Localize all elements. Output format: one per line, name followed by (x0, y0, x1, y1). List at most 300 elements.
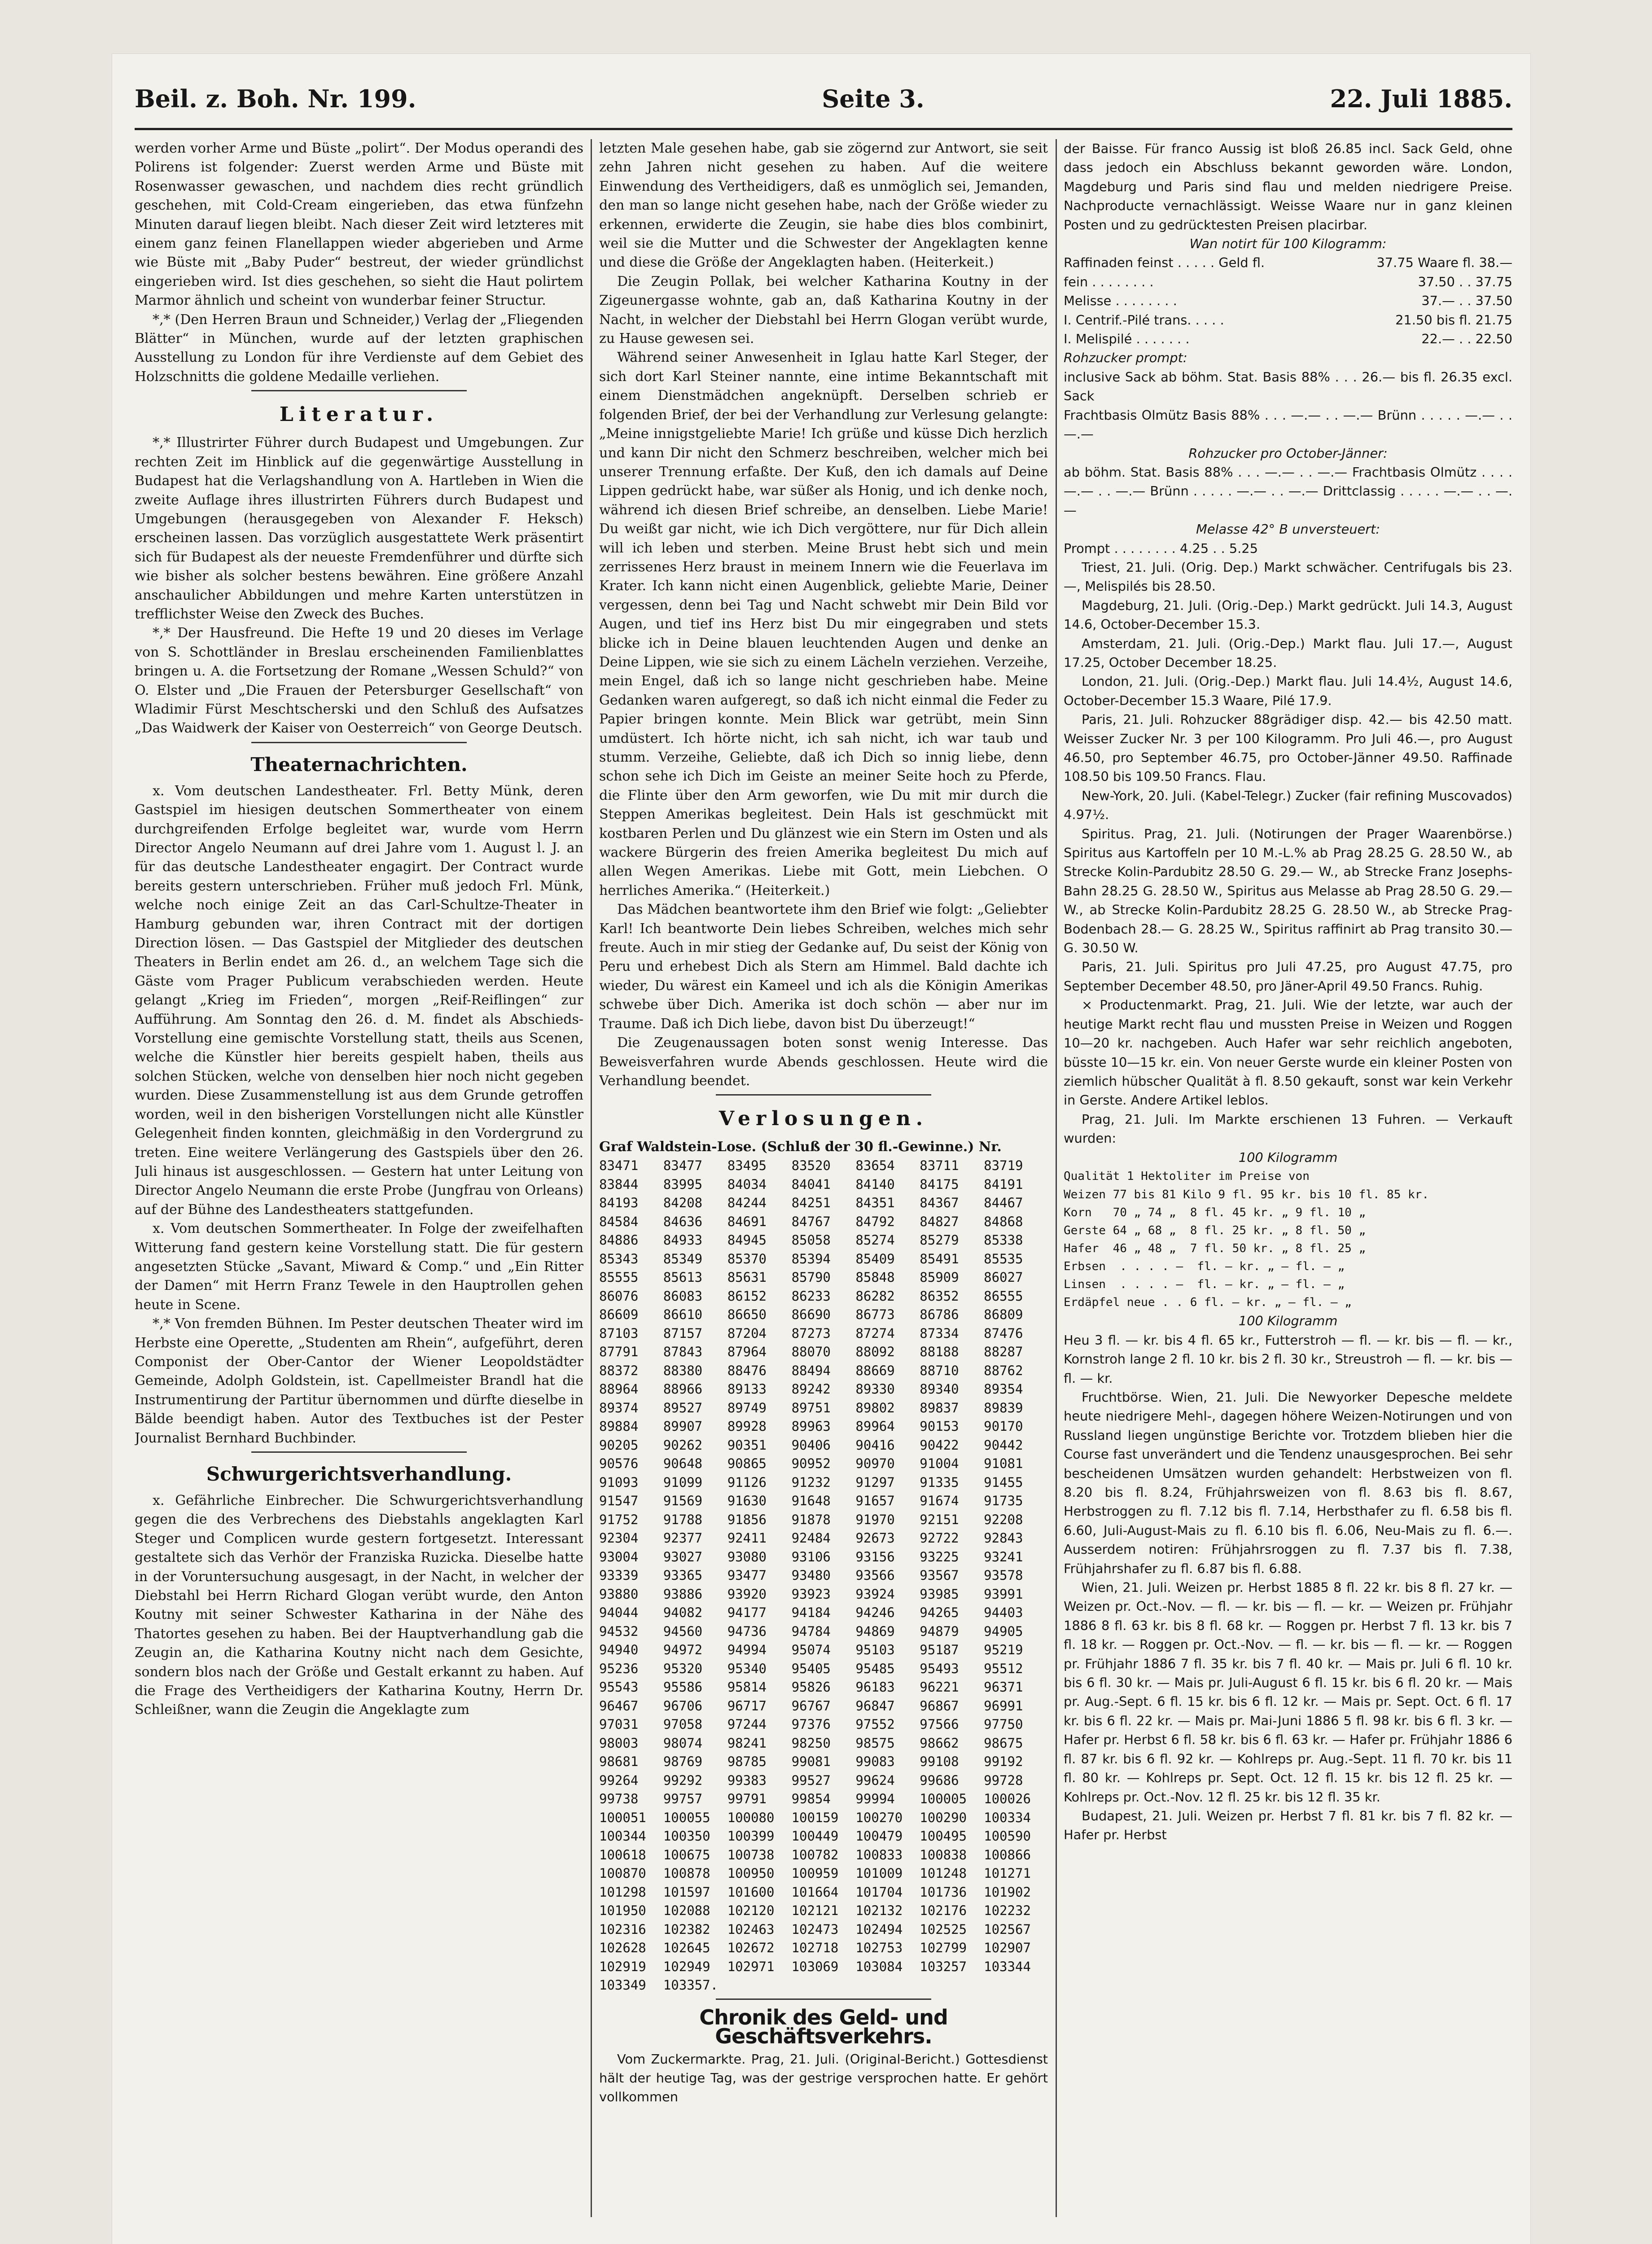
lottery-number: 91630 (727, 1493, 767, 1509)
market-paragraph: der Baisse. Für franco Aussig ist bloß 26.85 incl. Sack Geld, ohne dass jedoch ein Abschluss bekannt geworden wäre. London, Magdeburg und Paris sind flau und melden niedrigere Preise. Nachproducte vernachlässigt. Weisse Waare nur in ganz kleinen Posten und zu gedrücktesten Preisen placirbar. (1064, 141, 1512, 232)
lottery-number: 95814 (727, 1679, 767, 1695)
market-paragraph: Budapest, 21. Juli. Weizen pr. Herbst 7 fl. 81 kr. bis 7 fl. 82 kr. — Hafer pr. Herbst (1064, 1808, 1512, 1843)
lottery-number: 98785 (727, 1754, 767, 1770)
section-title-lottery: Verlosungen. (719, 1107, 929, 1131)
lottery-header: Graf Waldstein-Lose. (Schluß der 30 fl.-Gewinne.) Nr. (599, 1139, 1002, 1155)
lottery-number: 94184 (791, 1605, 831, 1621)
newspaper-page (112, 54, 1530, 2244)
lottery-number: 103357. (663, 1977, 719, 1993)
lottery-number: 100344 (599, 1828, 646, 1844)
lottery-number: 89963 (791, 1419, 831, 1434)
column-3 (1064, 139, 1512, 2226)
lottery-number: 100618 (599, 1847, 646, 1863)
lottery-number: 84208 (663, 1195, 703, 1211)
lottery-number: 102088 (663, 1903, 710, 1919)
lottery-number: 90648 (663, 1456, 703, 1472)
lottery-number: 87791 (599, 1344, 639, 1360)
lottery-number: 91126 (727, 1474, 767, 1490)
lottery-number: 102463 (727, 1921, 775, 1937)
grain-row: Gerste 64 „ 68 „ 8 fl. 25 kr. „ 8 fl. 50 „ (1064, 1224, 1366, 1238)
lottery-number: 98769 (663, 1754, 703, 1770)
lottery-number: 99108 (920, 1754, 959, 1770)
lottery-number: 92843 (984, 1530, 1023, 1546)
lottery-number: 93477 (727, 1568, 767, 1583)
price-value: 37.75 Waare fl. 38.— (1376, 255, 1512, 271)
lottery-number: 93886 (663, 1586, 703, 1602)
lottery-number: 90970 (855, 1456, 895, 1472)
lottery-number: 89527 (663, 1400, 703, 1416)
lottery-number: 83654 (855, 1158, 895, 1174)
lottery-number: 100675 (663, 1847, 710, 1863)
lottery-number: 95493 (920, 1661, 959, 1676)
lottery-number: 87274 (855, 1325, 895, 1341)
lottery-number: 103344 (984, 1959, 1031, 1974)
lottery-number: 85909 (920, 1270, 959, 1285)
lottery-number: 99624 (855, 1772, 895, 1788)
market-paragraph: inclusive Sack ab böhm. Stat. Basis 88% . . . 26.— bis fl. 26.35 excl. Sack (1064, 369, 1512, 404)
page-number: Seite 3. (822, 84, 925, 113)
lottery-number: 94994 (727, 1642, 767, 1658)
market-paragraph: × Productenmarkt. Prag, 21. Juli. Wie der letzte, war auch der heutige Markt recht flau und mussten Preise in Weizen und Roggen 10—20 kr. nachgeben. Auch Hafer war sehr reichlich angeboten, büsste 10—15 kr. ein. Von neuer Gerste wurde ein kleiner Posten von ziemlich hübscher Qualität à fl. 8.50 gekauft, sonst war kein Verkehr in Gerste. Andere Artikel leblos. (1064, 997, 1512, 1108)
lottery-number: 85394 (791, 1251, 831, 1267)
lottery-number: 90442 (984, 1437, 1023, 1453)
lottery-number: 90170 (984, 1419, 1023, 1434)
lottery-number: 85491 (920, 1251, 959, 1267)
lottery-number: 100738 (727, 1847, 775, 1863)
lottery-number: 95485 (855, 1661, 895, 1676)
article-paragraph: x. Vom deutschen Landestheater. Frl. Betty Münk, deren Gastspiel im hiesigen deutschen Sommertheater von einem durchgreifenden Erfolge begleitet war, wurde vom Herrn Director Angelo Neumann auf drei Jahre vom 1. August l. J. an für das deutsche Landestheater engagirt. Der Contract wurde bereits gestern unterschrieben. Früher muß jedoch Frl. Münk, welche noch einige Zeit an das Carl-Schultze-Theater in Hamburg gebunden war, ihren Contract mit der dortigen Direction lösen. — Das Gastspiel der Mitglieder des deutschen Theaters in Berlin endet am 26. d., an welchem Tage sich die Gäste vom Prager Publicum verabschieden werden. Heute gelangt „Krieg im Frieden“, morgen „Reif-Reiflingen“ zur Aufführung. Am Sonntag den 26. d. M. findet als Abschieds-Vorstellung eine gemischte Vorstellung statt, theils aus Scenen, welche die Künstler hier bereits gespielt haben, theils aus solchen Stücken, welche von denselben hier noch nicht gegeben wurden. Diese Zusammenstellung ist aus dem Grunde getroffen worden, weil in den bisherigen Vorstellungen nicht alle Künstler Gelegenheit finden konnten, gleichmäßig in den Vordergrund zu treten. Eine weitere Verlängerung des Gastspiels über den 26. Juli hinaus ist ausgeschlossen. — Gestern hat unter Leitung von Director Angelo Neumann die erste Probe (Jungfrau von Orleans) auf der Bühne des Landestheaters stattgefunden. (135, 783, 583, 1218)
lottery-number: 86233 (791, 1288, 831, 1304)
lottery-number: 93027 (663, 1549, 703, 1565)
lottery-number: 87103 (599, 1325, 639, 1341)
lottery-number: 92304 (599, 1530, 639, 1546)
lottery-number: 99854 (791, 1791, 831, 1807)
market-paragraph: Fruchtbörse. Wien, 21. Juli. Die Newyorker Depesche meldete heute niedrigere Mehl-, dagegen höhere Weizen-Notirungen und von Russland liegen ungünstige Berichte vor. Trotzdem blieben hier die Course fast unverändert und die Tendenz unausgesprochen. Bei sehr bescheidenen Umsätzen wurden gehandelt: Herbstweizen von fl. 8.20 bis fl. 8.24, Frühjahrsweizen von fl. 8.63 bis fl. 8.67, Herbstroggen zu fl. 7.12 bis fl. 7.14, Herbsthafer zu fl. 6.58 bis fl. 6.60, Juli-August-Mais zu fl. 6.10 bis fl. 6.06, Neu-Mais zu fl. 6.—. Ausserdem notiren: Frühjahrsroggen zu fl. 7.37 bis fl. 7.38, Frühjahrshafer zu fl. 6.87 bis fl. 6.88. (1064, 1389, 1512, 1576)
market-subheading: 100 Kilogramm (1238, 1149, 1338, 1165)
lottery-number: 96717 (727, 1698, 767, 1714)
lottery-number: 99264 (599, 1772, 639, 1788)
lottery-number: 89133 (727, 1381, 767, 1397)
lottery-number: 86809 (984, 1307, 1023, 1323)
lottery-number: 100878 (663, 1866, 710, 1881)
lottery-number: 85790 (791, 1270, 831, 1285)
lottery-number: 86609 (599, 1307, 639, 1323)
lottery-number: 84886 (599, 1232, 639, 1248)
lottery-number: 83477 (663, 1158, 703, 1174)
lottery-number: 102176 (920, 1903, 967, 1919)
lottery-number: 95826 (791, 1679, 831, 1695)
lottery-number: 88372 (599, 1363, 639, 1378)
lottery-number: 99686 (920, 1772, 959, 1788)
market-subheading: Wan notirt für 100 Kilogramm: (1189, 236, 1387, 252)
lottery-number: 85343 (599, 1251, 639, 1267)
lottery-number: 84191 (984, 1176, 1023, 1192)
article-paragraph: x. Gefährliche Einbrecher. Die Schwurgerichtsverhandlung gegen die des Verbrechens des Diebstahls angeklagten Karl Steger und Complicen wurde gestern fortgesetzt. Interessant gestaltete sich das Verhör der Franziska Ruzicka. Dieselbe hatte in der Voruntersuchung ausgesagt, in der Nacht, in welcher der Diebstahl bei Herrn Richard Glogan verübt wurde, den Anton Koutny mit seiner Schwester Katharina in der Nähe des Thatortes gesehen zu haben. Bei der Hauptverhandlung gab die Zeugin an, die Katharina Koutny nicht nach dem Gesichte, sondern blos nach der Größe und Gestalt erkannt zu haben. Auf die Frage des Vertheidigers der Katharina Koutny, Herrn Dr. Schleißner, wann die Zeugin die Angeklagte zum (135, 1493, 583, 1718)
article-paragraph: *,* Der Hausfreund. Die Hefte 19 und 20 dieses im Verlage von S. Schottländer in Breslau erscheinenden Familienblattes bringen u. A. die Fortsetzung der Romane „Wessen Schuld?“ von O. Elster und „Die Frauen der Petersburger Gesellschaft“ von Wladimir Fürst Meschtscherski und den Schluß des Aufsatzes „Das Waidwerk der Kaiser von Oesterreich“ von George Deutsch. (135, 625, 583, 736)
lottery-number: 102121 (791, 1903, 839, 1919)
lottery-number: 83844 (599, 1176, 639, 1192)
lottery-number: 89839 (984, 1400, 1023, 1416)
lottery-number: 97376 (791, 1717, 831, 1732)
lottery-number: 84244 (727, 1195, 767, 1211)
lottery-number: 102473 (791, 1921, 839, 1937)
lottery-number: 93225 (920, 1549, 959, 1565)
price-value: 37.50 . . 37.75 (1418, 274, 1512, 289)
lottery-number: 91735 (984, 1493, 1023, 1509)
lottery-number: 96371 (984, 1679, 1023, 1695)
article-paragraph: letzten Male gesehen habe, gab sie zögernd zur Antwort, sie seit zehn Jahren nicht gesehen zu haben. Auf die weitere Einwendung des Vertheidigers, daß es unmöglich sei, Jemanden, den man so lange nicht gesehen habe, nach der Größe wieder zu erkennen, erwiderte die Zeugin, sie habe dies blos combinirt, weil sie die Mutter und die Schwester der Angeklagten kenne und diese die Größe der Angeklagten haben. (Heiterkeit.) (599, 140, 1048, 271)
lottery-number: 95103 (855, 1642, 895, 1658)
lottery-number: 98074 (663, 1735, 703, 1751)
lottery-number: 100026 (984, 1791, 1031, 1807)
column-2 (599, 139, 1048, 2226)
lottery-number: 90865 (727, 1456, 767, 1472)
lottery-number: 86555 (984, 1288, 1023, 1304)
lottery-number: 84041 (791, 1176, 831, 1192)
lottery-number: 85535 (984, 1251, 1023, 1267)
lottery-number: 88669 (855, 1363, 895, 1378)
lottery-number: 99081 (791, 1754, 831, 1770)
lottery-number: 101597 (663, 1884, 710, 1900)
grain-row: Linsen . . . . — fl. — kr. „ — fl. — „ (1064, 1278, 1345, 1292)
grain-table-header: Qualität 1 Hektoliter im Preise von (1064, 1169, 1310, 1183)
lottery-number: 84767 (791, 1214, 831, 1229)
lottery-number: 101950 (599, 1903, 646, 1919)
lottery-number: 94940 (599, 1642, 639, 1658)
section-rule (251, 390, 467, 391)
lottery-number: 89928 (727, 1419, 767, 1434)
lottery-number: 89242 (791, 1381, 831, 1397)
lottery-number: 92673 (855, 1530, 895, 1546)
lottery-number: 83471 (599, 1158, 639, 1174)
lottery-number: 102567 (984, 1921, 1031, 1937)
lottery-number: 102971 (727, 1959, 775, 1974)
lottery-number: 100479 (855, 1828, 903, 1844)
lottery-number: 95236 (599, 1661, 639, 1676)
lottery-number: 84827 (920, 1214, 959, 1229)
lottery-number: 91752 (599, 1512, 639, 1527)
lottery-number: 102645 (663, 1940, 710, 1956)
price-label: I. Centrif.-Pilé trans. . . . . (1064, 312, 1224, 328)
lottery-number: 100866 (984, 1847, 1031, 1863)
lottery-number: 83711 (920, 1158, 959, 1174)
lottery-number: 97552 (855, 1717, 895, 1732)
lottery-number: 102949 (663, 1959, 710, 1974)
lottery-number: 85370 (727, 1251, 767, 1267)
issue-label: Beil. z. Boh. Nr. 199. (135, 84, 416, 113)
market-paragraph: Wien, 21. Juli. Weizen pr. Herbst 1885 8 fl. 22 kr. bis 8 fl. 27 kr. — Weizen pr. Oct.-Nov. — fl. — kr. bis — fl. — kr. — Weizen pr. Frühjahr 1886 8 fl. 63 kr. bis 8 fl. 68 kr. — Roggen pr. Herbst 7 fl. 13 kr. bis 7 fl. 18 kr. — Roggen pr. Oct.-Nov. — fl. — kr. bis — fl. — kr. — Roggen pr. Frühjahr 1886 7 fl. 35 kr. bis 7 fl. 40 kr. — Mais pr. Juli 6 fl. 10 kr. bis 6 fl. 30 kr. — Mais pr. Juli-August 6 fl. 15 kr. bis 6 fl. 20 kr. — Mais pr. Aug.-Sept. 6 fl. 15 kr. bis 6 fl. 12 kr. — Mais pr. Sept. Oct. 6 fl. 17 kr. bis 6 fl. 22 kr. — Mais pr. Mai-Juni 1886 5 fl. 98 kr. bis 6 fl. 3 kr. — Hafer pr. Herbst 6 fl. 58 kr. bis 6 fl. 63 kr. — Hafer pr. Frühjahr 1886 6 fl. 87 kr. bis 6 fl. 92 kr. — Kohlreps pr. Aug.-Sept. 11 fl. 70 kr. bis 11 fl. 80 kr. — Kohlreps pr. Sept. Oct. 12 fl. 15 kr. bis 12 fl. 25 kr. — Kohlreps pr. Oct.-Nov. 12 fl. 25 kr. bis 12 fl. 35 kr. (1064, 1580, 1512, 1805)
lottery-number: 83495 (727, 1158, 767, 1174)
lottery-number: 84636 (663, 1214, 703, 1229)
lottery-number: 84945 (727, 1232, 767, 1248)
lottery-number: 84140 (855, 1176, 895, 1192)
lottery-number: 101248 (920, 1866, 967, 1881)
lottery-number: 87334 (920, 1325, 959, 1341)
lottery-number: 101298 (599, 1884, 646, 1900)
lottery-number: 102672 (727, 1940, 775, 1956)
lottery-number: 90416 (855, 1437, 895, 1453)
lottery-number: 84792 (855, 1214, 895, 1229)
market-paragraph: Magdeburg, 21. Juli. (Orig.-Dep.) Markt gedrückt. Juli 14.3, August 14.6, October-December 15.3. (1064, 597, 1512, 632)
lottery-number: 88966 (663, 1381, 703, 1397)
lottery-number: 101664 (791, 1884, 839, 1900)
lottery-number: 94736 (727, 1623, 767, 1639)
lottery-number: 93480 (791, 1568, 831, 1583)
lottery-number: 88380 (663, 1363, 703, 1378)
lottery-number: 90351 (727, 1437, 767, 1453)
lottery-number: 93920 (727, 1586, 767, 1602)
lottery-number: 89964 (855, 1419, 895, 1434)
article-paragraph: *,* Illustrirter Führer durch Budapest und Umgebungen. Zur rechten Zeit im Hinblick auf die gegenwärtige Ausstellung in Budapest hat die Verlagshandlung von A. Hartleben in Wien die zweite Auflage ihres illustrirten Führers durch Budapest und Umgebungen (herausgegeben von Alexander F. Heksch) erscheinen lassen. Das vorzüglich ausgestattete Werk präsentirt sich für Budapest als der neueste Fremdenführer und dürfte sich wie bisher als solcher bestens bewähren. Eine größere Anzahl anschaulicher Abbildungen und mehre Karten unterstützen in trefflichster Weise den Zweck des Buches. (135, 435, 583, 622)
lottery-number: 88494 (791, 1363, 831, 1378)
lottery-number: 88188 (920, 1344, 959, 1360)
price-label: I. Melispilé . . . . . . . (1064, 331, 1190, 347)
article-paragraph: *,* Von fremden Bühnen. Im Pester deutschen Theater wird im Herbste eine Operette, „Studenten am Rhein“, aufgeführt, deren Componist der Ober-Cantor der Wiener Leopoldstädter Gemeinde, Adolph Goldstein, ist. Capellmeister Brandl hat die Instrumentirung der Partitur übernommen und dürfte dieselbe in Bälde beendigt haben. Autor des Textbuches ist der Pester Journalist Bernhard Buchbinder. (135, 1316, 583, 1446)
lottery-number: 93339 (599, 1568, 639, 1583)
lottery-number: 91547 (599, 1493, 639, 1509)
lottery-number: 93923 (791, 1586, 831, 1602)
lottery-number: 98250 (791, 1735, 831, 1751)
lottery-number: 100833 (855, 1847, 903, 1863)
lottery-number: 99192 (984, 1754, 1023, 1770)
lottery-number: 93924 (855, 1586, 895, 1602)
market-subheading: Melasse 42° B unversteuert: (1196, 522, 1380, 537)
grain-row: Korn 70 „ 74 „ 8 fl. 45 kr. „ 9 fl. 10 „ (1064, 1206, 1366, 1220)
lottery-number: 97244 (727, 1717, 767, 1732)
lottery-number: 101271 (984, 1866, 1031, 1881)
header-rule (135, 128, 1512, 130)
lottery-number: 100005 (920, 1791, 967, 1807)
lottery-number: 95512 (984, 1661, 1023, 1676)
market-paragraph: Prag, 21. Juli. Im Markte erschienen 13 Fuhren. — Verkauft wurden: (1064, 1111, 1512, 1146)
lottery-number: 89340 (920, 1381, 959, 1397)
lottery-number: 93080 (727, 1549, 767, 1565)
column-divider-2 (1056, 139, 1057, 2217)
lottery-number: 103257 (920, 1959, 967, 1974)
lottery-number: 90153 (920, 1419, 959, 1434)
price-value: 21.50 bis fl. 21.75 (1395, 312, 1512, 328)
lottery-number: 90576 (599, 1456, 639, 1472)
lottery-number-grid (599, 1157, 1048, 1995)
article-paragraph: *,* (Den Herren Braun und Schneider,) Verlag der „Fliegenden Blätter“ in München, wurde auf der letzten graphischen Ausstellung zu London für ihre Verdienste auf dem Gebiet des Holzschnitts die goldene Medaille verliehen. (135, 311, 583, 385)
lottery-number: 91297 (855, 1474, 895, 1490)
market-paragraph: Paris, 21. Juli. Spiritus pro Juli 47.25, pro August 47.75, pro September December 48.50, pro Jäner-April 49.50 Francs. Ruhig. (1064, 959, 1512, 994)
article-paragraph: Die Zeugin Pollak, bei welcher Katharina Koutny in der Zigeunergasse wohnte, gab an, daß Katharina Koutny in der Nacht, in welcher der Diebstahl bei Herrn Glogan verübt wurde, zu Hause gewesen sei. (599, 273, 1048, 347)
price-label: Raffinaden feinst . . . . . Geld fl. (1064, 255, 1265, 271)
lottery-number: 86610 (663, 1307, 703, 1323)
lottery-number: 84193 (599, 1195, 639, 1211)
lottery-number: 96706 (663, 1698, 703, 1714)
lottery-number: 94082 (663, 1605, 703, 1621)
lottery-number: 93106 (791, 1549, 831, 1565)
lottery-number: 85338 (984, 1232, 1023, 1248)
lottery-number: 98681 (599, 1754, 639, 1770)
grain-row: Erbsen . . . . — fl. — kr. „ — fl. — „ (1064, 1260, 1345, 1274)
lottery-number: 102382 (663, 1921, 710, 1937)
section-title-theater: Theaternachrichten. (250, 753, 468, 776)
lottery-number: 103349 (599, 1977, 646, 1993)
lottery-number: 94246 (855, 1605, 895, 1621)
market-paragraph: Heu 3 fl. — kr. bis 4 fl. 65 kr., Futterstroh — fl. — kr. bis — fl. — kr., Kornstroh lange 2 fl. 10 kr. bis 2 fl. 30 kr., Streustroh — fl. — kr. bis — fl. — kr. (1064, 1332, 1512, 1386)
lottery-number: 100055 (663, 1810, 710, 1825)
lottery-number: 93880 (599, 1586, 639, 1602)
lottery-number: 87964 (727, 1344, 767, 1360)
lottery-number: 89802 (855, 1400, 895, 1416)
lottery-number: 89749 (727, 1400, 767, 1416)
price-row (1064, 253, 1512, 272)
grain-row: Hafer 46 „ 48 „ 7 fl. 50 kr. „ 8 fl. 25 „ (1064, 1242, 1366, 1256)
lottery-number: 99527 (791, 1772, 831, 1788)
column-1 (135, 139, 583, 2226)
lottery-number: 97566 (920, 1717, 959, 1732)
lottery-number: 93985 (920, 1586, 959, 1602)
lottery-number: 95187 (920, 1642, 959, 1658)
price-label: fein . . . . . . . . (1064, 274, 1154, 289)
lottery-number: 89837 (920, 1400, 959, 1416)
market-paragraph: Frachtbasis Olmütz Basis 88% . . . —.— . . —.— Brünn . . . . . —.— . . —.— (1064, 407, 1512, 442)
lottery-number: 85279 (920, 1232, 959, 1248)
lottery-number: 84175 (920, 1176, 959, 1192)
lottery-number: 96991 (984, 1698, 1023, 1714)
lottery-number: 84251 (791, 1195, 831, 1211)
lottery-number: 94403 (984, 1605, 1023, 1621)
section-rule (251, 1451, 467, 1453)
lottery-number: 87157 (663, 1325, 703, 1341)
lottery-number: 102907 (984, 1940, 1031, 1956)
lottery-number: 94560 (663, 1623, 703, 1639)
lottery-number: 100495 (920, 1828, 967, 1844)
lottery-number: 85613 (663, 1270, 703, 1285)
price-row (1064, 311, 1512, 329)
lottery-number: 102120 (727, 1903, 775, 1919)
lottery-number: 84691 (727, 1214, 767, 1229)
section-title-chronik: Chronik des Geld- und Geschäftsverkehrs. (699, 2005, 948, 2049)
lottery-number: 99292 (663, 1772, 703, 1788)
lottery-number: 86152 (727, 1288, 767, 1304)
lottery-number: 93991 (984, 1586, 1023, 1602)
market-paragraph: Paris, 21. Juli. Rohzucker 88grädiger disp. 42.— bis 42.50 matt. Weisser Zucker Nr. 3 per 100 Kilogramm. Pro Juli 46.—, pro August 46.50, pro September 46.75, pro October-Jänner 49.50. Raffinade 108.50 bis 109.50 Francs. Flau. (1064, 712, 1512, 785)
lottery-number: 92484 (791, 1530, 831, 1546)
lottery-number: 91878 (791, 1512, 831, 1527)
market-paragraph: Triest, 21. Juli. (Orig. Dep.) Markt schwächer. Centrifugals bis 23.—, Melispilés bis 28.50. (1064, 559, 1512, 594)
lottery-number: 89751 (791, 1400, 831, 1416)
lottery-number: 96467 (599, 1698, 639, 1714)
lottery-number: 91856 (727, 1512, 767, 1527)
lottery-number: 95340 (727, 1661, 767, 1676)
lottery-number: 86773 (855, 1307, 895, 1323)
lottery-number: 93566 (855, 1568, 895, 1583)
lottery-number: 102628 (599, 1940, 646, 1956)
lottery-number: 87476 (984, 1325, 1023, 1341)
lottery-number: 89354 (984, 1381, 1023, 1397)
lottery-number: 89884 (599, 1419, 639, 1434)
section-rule (251, 742, 467, 743)
lottery-number: 91099 (663, 1474, 703, 1490)
lottery-number: 84367 (920, 1195, 959, 1211)
section-title-court: Schwurgerichtsverhandlung. (206, 1463, 512, 1485)
lottery-number: 94784 (791, 1623, 831, 1639)
lottery-number: 96767 (791, 1698, 831, 1714)
lottery-number: 91970 (855, 1512, 895, 1527)
article-paragraph: Während seiner Anwesenheit in Iglau hatte Karl Steger, der sich dort Karl Steiner nannte, eine intime Bekanntschaft mit einem Dienstmädchen angeknüpft. Derselben schrieb er folgenden Brief, der bei der Verhandlung zur Verlesung gelangte: „Meine innigstgeliebte Marie! Ich grüße und küsse Dich herzlich und kann Dir nicht den Schmerz beschreiben, welcher mich bei unserer Trennung erfaßte. Der Kuß, den ich damals auf Deine Lippen gedrückt habe, war süßer als Honig, und ich denke noch, während ich diesen Brief schreibe, an denselben. Liebe Marie! Du weißt gar nicht, wie ich Dich vergöttere, nur für Dich allein will ich leben und sterben. Meine Brust hebt sich und mein zerrissenes Herz braust in meinem Innern wie die Feuerlava im Krater. Ich kann nicht einen Augenblick, geliebte Marie, Deiner vergessen, denn bei Tag und Nacht schwebt mir Dein Bild vor Augen, und tief ins Herz bist Du mir eingegraben und stets blicke ich in Deine blauen leuchtenden Augen und denke an Deine Lippen, wie sie sich zu einem Lächeln verziehen. Verzeihe, mein Engel, daß ich so lange nicht geschrieben habe. Meine Gedanken waren aufgeregt, so daß ich nicht einmal die Feder zu Papier bringen konnte. Mein Blick war getrübt, mein Sinn umdüstert. Ich hörte nicht, ich sah nicht, ich war taub und stumm. Verzeihe, Geliebte, daß ich Dich so innig liebe, denn schon sehe ich Dich im Geiste an meiner Seite hoch zu Pferde, die Flinte über den Arm geworfen, wie Du mit mir durch die Steppen Amerikas begleitest. Dein Hals ist geschmückt mit kostbaren Perlen und Du glänzest wie ein Stern im Osten und als wackere Bürgerin des freien Amerika begleitest Du mich auf allen Wegen Amerikas. Liebe mit Gott, mein Liebchen. O herrliches Amerika.“ (Heiterkeit.) (599, 350, 1048, 898)
market-paragraph: New-York, 20. Juli. (Kabel-Telegr.) Zucker (fair refining Muscovados) 4.97½. (1064, 788, 1512, 823)
lottery-number: 88092 (855, 1344, 895, 1360)
lottery-number: 102316 (599, 1921, 646, 1937)
lottery-number: 88964 (599, 1381, 639, 1397)
lottery-number: 101736 (920, 1884, 967, 1900)
lottery-number: 100449 (791, 1828, 839, 1844)
market-paragraph: Amsterdam, 21. Juli. (Orig.-Dep.) Markt flau. Juli 17.—, August 17.25, October December 18.25. (1064, 636, 1512, 670)
lottery-number: 94265 (920, 1605, 959, 1621)
lottery-number: 90262 (663, 1437, 703, 1453)
lottery-number: 92208 (984, 1512, 1023, 1527)
lottery-number: 94177 (727, 1605, 767, 1621)
market-paragraph: Prompt . . . . . . . . 4.25 . . 5.25 (1064, 540, 1258, 556)
lottery-number: 100782 (791, 1847, 839, 1863)
lottery-number: 94972 (663, 1642, 703, 1658)
lottery-number: 86076 (599, 1288, 639, 1304)
lottery-number: 87273 (791, 1325, 831, 1341)
lottery-number: 99383 (727, 1772, 767, 1788)
article-paragraph: werden vorher Arme und Büste „polirt“. Der Modus operandi des Polirens ist folgender: Zuerst werden Arme und Büste mit Rosenwasser gewaschen, und nachdem dies recht gründlich geschehen, mit Cold-Cream eingerieben, das etwa fünfzehn Minuten darauf liegen bleibt. Nach dieser Zeit wird letzteres mit einem ganz feinen Flanellappen wieder abgerieben und Arme wie Büste mit „Baby Puder“ bestreut, der wieder gründlichst eingerieben wird. Ist dies geschehen, so sieht die Haut polirtem Marmor ähnlich und scheint von wunderbar feiner Structur. (135, 140, 583, 309)
lottery-number: 98003 (599, 1735, 639, 1751)
page-header (135, 72, 1512, 126)
lottery-number: 97058 (663, 1717, 703, 1732)
lottery-number: 89374 (599, 1400, 639, 1416)
market-paragraph: London, 21. Juli. (Orig.-Dep.) Markt flau. Juli 14.4½, August 14.6, October-December 15.3 Waare, Pilé 17.9. (1064, 674, 1512, 708)
lottery-number: 94044 (599, 1605, 639, 1621)
market-paragraph: Spiritus. Prag, 21. Juli. (Notirungen der Prager Waarenbörse.) Spiritus aus Kartoffeln per 10 M.-L.% ab Prag 28.25 G. 28.50 W., ab Strecke Kolin-Pardubitz 28.50 G. 29.— W., ab Strecke Franz Josephs-Bahn 28.25 G. 28.50 W., Spiritus aus Melasse ab Prag 28.50 G. 29.— W., ab Strecke Kolin-Pardubitz 28.25 G. 28.50 W., ab Strecke Prag-Bodenbach 28.— G. 28.25 W., Spiritus raffinirt ab Prag transito 30.— G. 30.50 W. (1064, 826, 1512, 956)
lottery-number: 95405 (791, 1661, 831, 1676)
lottery-number: 92377 (663, 1530, 703, 1546)
lottery-number: 95074 (791, 1642, 831, 1658)
price-value: 37.— . . 37.50 (1421, 293, 1512, 309)
lottery-number: 84868 (984, 1214, 1023, 1229)
lottery-number: 91093 (599, 1474, 639, 1490)
lottery-number: 96183 (855, 1679, 895, 1695)
lottery-number: 96221 (920, 1679, 959, 1695)
lottery-number: 100399 (727, 1828, 775, 1844)
lottery-number: 100838 (920, 1847, 967, 1863)
lottery-number: 103084 (855, 1959, 903, 1974)
lottery-number: 96847 (855, 1698, 895, 1714)
section-rule (716, 1999, 931, 2000)
grain-table (1064, 1186, 1512, 1311)
lottery-number: 85349 (663, 1251, 703, 1267)
lottery-number: 90406 (791, 1437, 831, 1453)
lottery-number: 100590 (984, 1828, 1031, 1844)
lottery-number: 89330 (855, 1381, 895, 1397)
lottery-number: 84933 (663, 1232, 703, 1248)
lottery-number: 83995 (663, 1176, 703, 1192)
lottery-number: 92151 (920, 1512, 959, 1527)
lottery-number: 97031 (599, 1717, 639, 1732)
lottery-number: 100290 (920, 1810, 967, 1825)
lottery-number: 97750 (984, 1717, 1023, 1732)
lottery-number: 88710 (920, 1363, 959, 1378)
article-paragraph: Das Mädchen beantwortete ihm den Brief wie folgt: „Geliebter Karl! Ich beantworte Dein liebes Schreiben, welches mich sehr freute. Auch in mir stieg der Gedanke auf, Du seist der König von Peru und erhebest Dich als Stern am Himmel. Bald dachte ich wieder, Du wärest ein Kameel und ich als die Königin Amerikas schwebe über Dich. Amerika ist doch schön — aber nur im Traume. Daß ich Dich liebe, davon bist Du überzeugt!“ (599, 902, 1048, 1032)
lottery-number: 93365 (663, 1568, 703, 1583)
lottery-number: 95586 (663, 1679, 703, 1695)
lottery-number: 88762 (984, 1363, 1023, 1378)
lottery-number: 98575 (855, 1735, 895, 1751)
price-list (1064, 253, 1512, 348)
lottery-number: 91788 (663, 1512, 703, 1527)
lottery-number: 101902 (984, 1884, 1031, 1900)
article-paragraph: Die Zeugenaussagen boten sonst wenig Interesse. Das Beweisverfahren wurde Abends geschlossen. Heute wird die Verhandlung beendet. (599, 1035, 1048, 1089)
lottery-number: 86650 (727, 1307, 767, 1323)
lottery-number: 93578 (984, 1568, 1023, 1583)
